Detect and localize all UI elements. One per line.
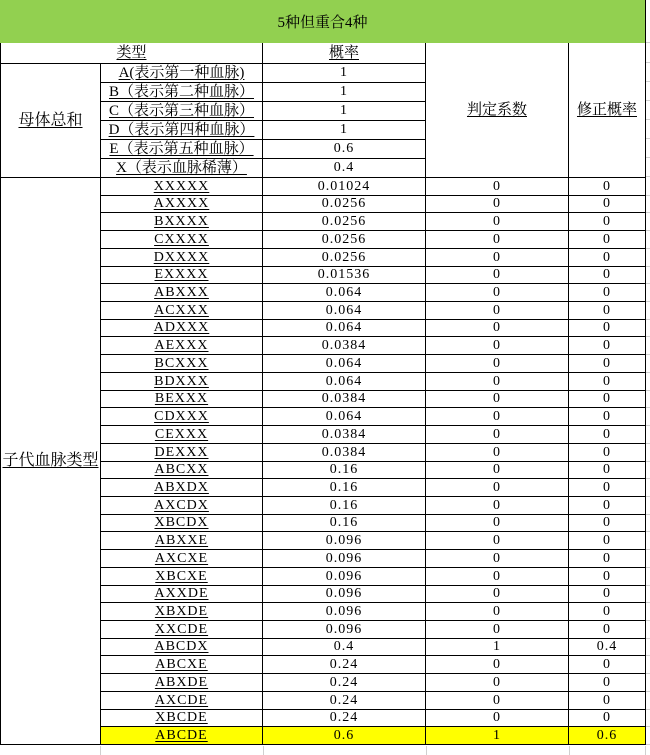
probability-cell[interactable]: 0.064 [263, 284, 426, 302]
coefficient-cell[interactable]: 0 [426, 710, 569, 727]
coefficient-cell[interactable]: 0 [426, 391, 569, 408]
probability-cell[interactable]: 0.16 [263, 497, 426, 515]
gridline [646, 100, 650, 101]
gridline [646, 212, 650, 213]
col-header-type[interactable]: 类型 [0, 43, 263, 64]
probability-cell[interactable]: 0.0256 [263, 196, 426, 213]
type-cell[interactable]: ACXXX [101, 302, 263, 320]
parent-probability-cell[interactable]: 1 [263, 121, 426, 140]
type-cell[interactable]: XBCDX [101, 515, 263, 532]
type-cell[interactable]: ABXDE [101, 674, 263, 692]
type-cell[interactable]: AXXDE [101, 586, 263, 603]
coefficient-cell[interactable]: 0 [426, 603, 569, 621]
parent-type-cell[interactable]: X（表示血脉稀薄） [101, 159, 263, 178]
parent-probability-cell[interactable]: 1 [263, 64, 426, 83]
gridline [646, 372, 650, 373]
probability-cell[interactable]: 0.16 [263, 515, 426, 532]
gridline [646, 62, 650, 63]
type-cell[interactable]: CEXXX [101, 426, 263, 444]
gridline [646, 531, 650, 532]
coefficient-cell[interactable]: 0 [426, 532, 569, 550]
corrected-cell[interactable]: 0 [569, 515, 646, 532]
corrected-cell[interactable]: 0 [569, 267, 646, 284]
coefficient-cell[interactable]: 0 [426, 178, 569, 196]
type-cell[interactable]: AXCXE [101, 550, 263, 568]
probability-cell[interactable]: 0.0384 [263, 444, 426, 462]
corrected-cell[interactable]: 0 [569, 391, 646, 408]
gridline [646, 461, 650, 462]
type-cell[interactable]: AXCDE [101, 692, 263, 710]
gridline [263, 746, 264, 755]
gridline [645, 746, 646, 755]
type-cell[interactable]: BXXXX [101, 213, 263, 231]
gridline [646, 195, 650, 196]
parent-probability-cell[interactable]: 1 [263, 102, 426, 121]
gridline [646, 585, 650, 586]
type-cell[interactable]: XBCXE [101, 568, 263, 586]
probability-cell[interactable]: 0.0256 [263, 231, 426, 249]
corrected-cell[interactable]: 0 [569, 302, 646, 320]
corrected-cell[interactable]: 0 [569, 656, 646, 674]
corrected-cell[interactable]: 0 [569, 284, 646, 302]
parent-type-cell[interactable]: B（表示第二种血脉） [101, 83, 263, 102]
gridline [646, 248, 650, 249]
coefficient-cell[interactable]: 0 [426, 408, 569, 426]
col-header-corrected[interactable]: 修正概率 [569, 43, 646, 178]
corrected-cell[interactable]: 0 [569, 479, 646, 497]
corrected-cell[interactable]: 0 [569, 231, 646, 249]
probability-cell[interactable]: 0.0384 [263, 426, 426, 444]
corrected-cell[interactable]: 0 [569, 373, 646, 391]
gridline [646, 638, 650, 639]
gridline [646, 602, 650, 603]
type-cell[interactable]: ABXDX [101, 479, 263, 497]
gridline [646, 138, 650, 139]
probability-cell[interactable]: 0.064 [263, 408, 426, 426]
probability-cell[interactable]: 0.096 [263, 621, 426, 639]
gridline [426, 746, 427, 755]
coefficient-cell[interactable]: 0 [426, 674, 569, 692]
coefficient-cell[interactable]: 0 [426, 267, 569, 284]
corrected-cell[interactable]: 0 [569, 337, 646, 355]
parent-type-cell[interactable]: E（表示第五种血脉） [101, 140, 263, 159]
corrected-cell[interactable]: 0 [569, 462, 646, 479]
gridline [646, 119, 650, 120]
coefficient-cell[interactable]: 1 [426, 639, 569, 656]
probability-cell[interactable]: 0.096 [263, 568, 426, 586]
corrected-cell[interactable]: 0 [569, 710, 646, 727]
gridline [646, 425, 650, 426]
row-group-offspring[interactable]: 子代血脉类型 [0, 178, 101, 745]
probability-cell[interactable]: 0.24 [263, 710, 426, 727]
coefficient-cell[interactable]: 0 [426, 515, 569, 532]
type-cell[interactable]: AXXXX [101, 196, 263, 213]
coefficient-cell[interactable]: 0 [426, 479, 569, 497]
gridline [646, 336, 650, 337]
type-cell[interactable]: ABCXE [101, 656, 263, 674]
gridline [646, 230, 650, 231]
probability-cell[interactable]: 0.064 [263, 302, 426, 320]
gridline [646, 319, 650, 320]
probability-cell[interactable]: 0.16 [263, 479, 426, 497]
gridline [646, 443, 650, 444]
gridline [646, 42, 650, 43]
type-cell[interactable]: DEXXX [101, 444, 263, 462]
corrected-cell[interactable]: 0 [569, 444, 646, 462]
parent-type-cell[interactable]: C（表示第三种血脉） [101, 102, 263, 121]
probability-cell[interactable]: 0.064 [263, 355, 426, 373]
type-cell[interactable]: ABCDE [101, 727, 263, 745]
corrected-cell[interactable]: 0 [569, 568, 646, 586]
corrected-cell[interactable]: 0 [569, 674, 646, 692]
gridline [646, 81, 650, 82]
gridline [646, 567, 650, 568]
coefficient-cell[interactable]: 0 [426, 497, 569, 515]
probability-cell[interactable]: 0.064 [263, 373, 426, 391]
type-cell[interactable]: XBCDE [101, 710, 263, 727]
probability-cell[interactable]: 0.01536 [263, 267, 426, 284]
gridline [646, 390, 650, 391]
gridline [646, 620, 650, 621]
type-cell[interactable]: CDXXX [101, 408, 263, 426]
coefficient-cell[interactable]: 0 [426, 213, 569, 231]
type-cell[interactable]: XXCDE [101, 621, 263, 639]
type-cell[interactable]: XXXXX [101, 178, 263, 196]
sheet-title-cell[interactable]: 5种但重合4种 [0, 0, 646, 44]
coefficient-cell[interactable]: 0 [426, 444, 569, 462]
coefficient-cell[interactable]: 0 [426, 249, 569, 267]
coefficient-cell[interactable]: 0 [426, 373, 569, 391]
coefficient-cell[interactable]: 0 [426, 462, 569, 479]
row-group-parent-total[interactable]: 母体总和 [0, 64, 101, 178]
col-header-probability[interactable]: 概率 [263, 43, 426, 64]
gridline [646, 549, 650, 550]
parent-probability-cell[interactable]: 0.6 [263, 140, 426, 159]
coefficient-cell[interactable]: 0 [426, 355, 569, 373]
coefficient-cell[interactable]: 0 [426, 302, 569, 320]
corrected-cell[interactable]: 0 [569, 497, 646, 515]
gridline [646, 514, 650, 515]
probability-cell[interactable]: 0.096 [263, 532, 426, 550]
type-cell[interactable]: ABXXE [101, 532, 263, 550]
probability-cell[interactable]: 0.24 [263, 656, 426, 674]
probability-cell[interactable]: 0.096 [263, 603, 426, 621]
coefficient-cell[interactable]: 0 [426, 320, 569, 337]
type-cell[interactable]: BEXXX [101, 391, 263, 408]
coefficient-cell[interactable]: 0 [426, 231, 569, 249]
type-cell[interactable]: XBXDE [101, 603, 263, 621]
corrected-cell[interactable]: 0 [569, 550, 646, 568]
probability-cell[interactable]: 0.096 [263, 550, 426, 568]
type-cell[interactable]: DXXXX [101, 249, 263, 267]
gridline [646, 691, 650, 692]
probability-cell[interactable]: 0.0256 [263, 213, 426, 231]
type-cell[interactable]: BDXXX [101, 373, 263, 391]
coefficient-cell[interactable]: 0 [426, 692, 569, 710]
probability-cell[interactable]: 0.0256 [263, 249, 426, 267]
type-cell[interactable]: BCXXX [101, 355, 263, 373]
probability-cell[interactable]: 0.01024 [263, 178, 426, 196]
gridline [646, 266, 650, 267]
type-cell[interactable]: CXXXX [101, 231, 263, 249]
type-cell[interactable]: EXXXX [101, 267, 263, 284]
coefficient-cell[interactable]: 0 [426, 568, 569, 586]
gridline [646, 744, 650, 745]
parent-probability-cell[interactable]: 1 [263, 83, 426, 102]
coefficient-cell[interactable]: 0 [426, 426, 569, 444]
corrected-cell[interactable]: 0 [569, 532, 646, 550]
coefficient-cell[interactable]: 0 [426, 550, 569, 568]
probability-cell[interactable]: 0.096 [263, 586, 426, 603]
type-cell[interactable]: ABCXX [101, 462, 263, 479]
corrected-cell[interactable]: 0 [569, 692, 646, 710]
corrected-cell[interactable]: 0 [569, 621, 646, 639]
corrected-cell[interactable]: 0 [569, 178, 646, 196]
coefficient-cell[interactable]: 0 [426, 656, 569, 674]
corrected-cell[interactable]: 0 [569, 426, 646, 444]
coefficient-cell[interactable]: 0 [426, 284, 569, 302]
gridline [100, 746, 101, 755]
gridline [646, 655, 650, 656]
type-cell[interactable]: AEXXX [101, 337, 263, 355]
probability-cell[interactable]: 0.6 [263, 727, 426, 745]
probability-cell[interactable]: 0.24 [263, 692, 426, 710]
type-cell[interactable]: ABXXX [101, 284, 263, 302]
parent-type-cell[interactable]: A(表示第一种血脉) [101, 64, 263, 83]
probability-cell[interactable]: 0.24 [263, 674, 426, 692]
gridline [646, 496, 650, 497]
gridline [569, 746, 570, 755]
corrected-cell[interactable]: 0.4 [569, 639, 646, 656]
coefficient-cell[interactable]: 0 [426, 586, 569, 603]
gridline [646, 157, 650, 158]
col-header-coefficient[interactable]: 判定系数 [426, 43, 569, 178]
probability-cell[interactable]: 0.0384 [263, 391, 426, 408]
gridline [646, 283, 650, 284]
coefficient-cell[interactable]: 0 [426, 196, 569, 213]
corrected-cell[interactable]: 0.6 [569, 727, 646, 745]
corrected-cell[interactable]: 0 [569, 213, 646, 231]
gridline [646, 673, 650, 674]
corrected-cell[interactable]: 0 [569, 355, 646, 373]
type-cell[interactable]: AXCDX [101, 497, 263, 515]
coefficient-cell[interactable]: 0 [426, 337, 569, 355]
coefficient-cell[interactable]: 0 [426, 621, 569, 639]
corrected-cell[interactable]: 0 [569, 320, 646, 337]
parent-type-cell[interactable]: D（表示第四种血脉） [101, 121, 263, 140]
parent-probability-cell[interactable]: 0.4 [263, 159, 426, 178]
gridline [646, 478, 650, 479]
corrected-cell[interactable]: 0 [569, 249, 646, 267]
probability-cell[interactable]: 0.0384 [263, 337, 426, 355]
gridline [646, 301, 650, 302]
gridline [646, 354, 650, 355]
probability-cell[interactable]: 0.4 [263, 639, 426, 656]
probability-cell[interactable]: 0.16 [263, 462, 426, 479]
probability-cell[interactable]: 0.064 [263, 320, 426, 337]
gridline [646, 407, 650, 408]
corrected-cell[interactable]: 0 [569, 586, 646, 603]
type-cell[interactable]: ABCDX [101, 639, 263, 656]
coefficient-cell[interactable]: 1 [426, 727, 569, 745]
corrected-cell[interactable]: 0 [569, 603, 646, 621]
gridline [646, 176, 650, 177]
gridline [646, 709, 650, 710]
corrected-cell[interactable]: 0 [569, 408, 646, 426]
type-cell[interactable]: ADXXX [101, 320, 263, 337]
corrected-cell[interactable]: 0 [569, 196, 646, 213]
gridline [646, 726, 650, 727]
